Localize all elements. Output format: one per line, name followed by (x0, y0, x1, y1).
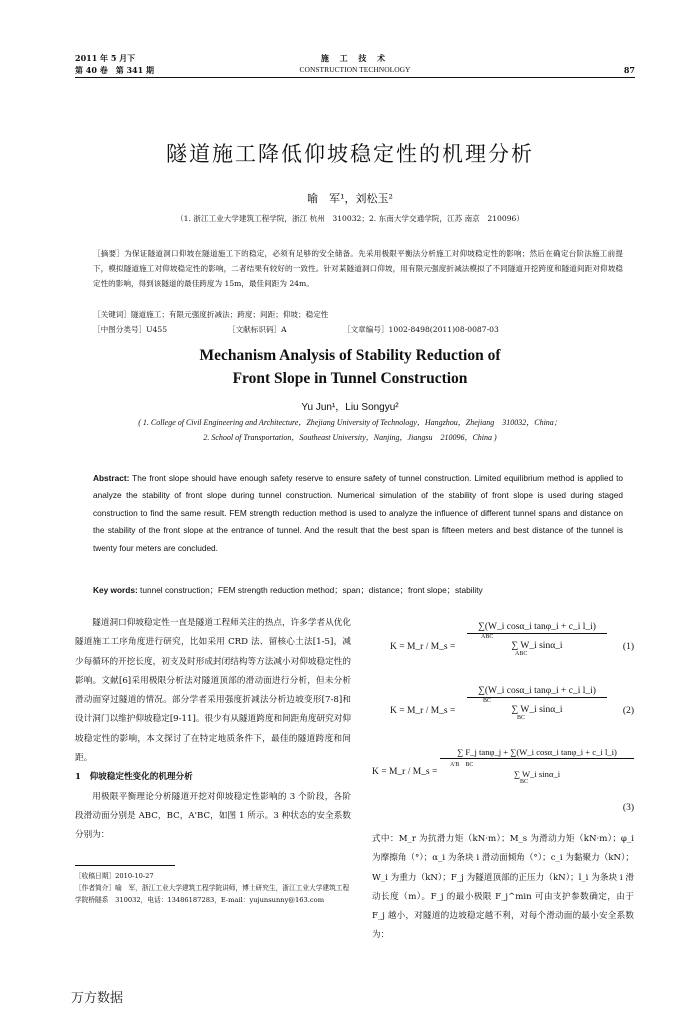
equation-denominator: ∑ W_i sinα_i (511, 705, 563, 715)
affiliation-en-line: 2. School of Transportation，Southeast University，Nanjing，Jiangsu 210096，China ) (203, 433, 497, 442)
paper-title-cn: 隧道施工降低仰坡稳定性的机理分析 (166, 142, 534, 166)
keywords-en-label: Key words: (93, 585, 138, 595)
equation-number: (1) (622, 642, 634, 652)
method-paragraph: 用极限平衡理论分析隧道开挖对仰坡稳定性影响的 3 个阶段，各阶段滑动面分别是 ABC，BC，A'BC，如图 1 所示。3 种状态的安全系数分别为： (75, 791, 351, 841)
body-left-column (75, 614, 351, 846)
received-date: ［收稿日期］2010-10-27 (75, 872, 154, 880)
affiliations-cn: （1. 浙江工业大学建筑工程学院，浙江 杭州 310032；2. 东南大学交通学院，江苏 南京 210096） (176, 214, 524, 223)
wanfang-watermark: 万方数据 (71, 991, 124, 1006)
header-journal-en: CONSTRUCTION TECHNOLOGY (299, 65, 411, 74)
article-number: ［文章编号］1002-8498(2011)08-0087-03 (343, 325, 499, 334)
header-page-number: 87 (623, 65, 635, 75)
header-volume: 第 40 卷 第 341 期 (75, 65, 154, 75)
abstract-en-text: The front slope should have enough safety reserve to ensure safety of tunnel construction. Limited equilibrium method is applied to analyze the stability of front slope during tunnel construction. Numerical simulation of the stability of front slope is used during staged construction to find the same result. FEM strength reduction method is used to analyze the influence of different tunnel spans and distance on the stability of the front slope at the entrance of tunnel. And the result that the best span is fifteen meters and best distance of the tunnel is twenty four meters are concluded. (93, 473, 624, 553)
author-bio: ［作者简介］喻 军，浙江工业大学建筑工程学院讲师，博士研究生，浙江工业大学建筑工程学院桥隧系 310032，电话：13486187283，E-mail：yujunsunny@163.com (75, 884, 350, 904)
equation-lhs: K = M_r / M_s = (372, 767, 438, 777)
header-date: 2011 年 5 月下 (75, 53, 136, 63)
abstract-en-label: Abstract: (93, 473, 130, 483)
clc-number: ［中图分类号］U455 (93, 325, 168, 334)
equation-numerator: ∑ F_j tanφ_j + ∑(W_i cosα_i tanφ_i + c_i l_i) (440, 747, 634, 759)
intro-paragraph: 隧道洞口仰坡稳定性一直是隧道工程师关注的热点，许多学者从优化隧道施工工序角度进行研究，比如采用 CRD 法、留核心土法[1-5]，减少每循环的开挖长度，初支及时形成封闭结构等方法减小对仰坡稳定性的影响。文献[6]采用极限分析法对隧道顶部的滑动面进行分析，但未分析滑动面穿过隧道的情况。部分学者采用强度折减法分析边坡变形[7-8]和设计洞门以维护仰坡稳定[9-11]。很少有从隧道跨度和间距角度研究对仰坡稳定性的影响，本文探讨了在特定地质条件下，最佳的隧道跨度和间距。 (75, 618, 351, 764)
equation-fraction (440, 747, 634, 785)
numerator-subscript: BC (483, 698, 492, 704)
equation-numerator: ∑(W_i cosα_i tanφ_i + c_i l_i) (467, 622, 607, 634)
numerator-subscript: ABC (481, 634, 494, 640)
equation-fraction (467, 622, 607, 657)
equation-number: (2) (622, 706, 634, 716)
section-heading-1: 1 仰坡稳定性变化的机理分析 (75, 772, 193, 783)
equation-numerator: ∑(W_i cosα_i tanφ_i + c_i l_i) (467, 686, 607, 698)
abstract-cn: ［摘要］为保证隧道洞口仰坡在隧道施工下的稳定，必须有足够的安全储备。先采用极限平衡法分析施工对仰坡稳定性的影响；然后在确定台阶法施工前提下，模拟隧道施工对仰坡稳定性的影响，二者结果有较好的一致性。针对某隧道洞口仰坡，用有限元强度折减法模拟了不同隧道开挖跨度和隧道间距对仰坡稳定性的影响，得到该隧道的最佳跨度为 15m，最佳间距为 24m。 (93, 249, 623, 288)
affiliations-en (0, 415, 700, 445)
keywords-cn: ［关键词］隧道施工；有限元强度折减法；跨度；间距；仰坡；稳定性 (93, 310, 329, 319)
equation-denominator: ∑ W_i sinα_i (513, 769, 561, 779)
affiliation-en-line: ( 1. College of Civil Engineering and Architecture，Zhejiang University of Technology，Hangzhou，Zhejiang 310032，China； (138, 418, 562, 427)
header-journal-cn: 施 工 技 术 (320, 53, 390, 63)
paper-title-en (0, 344, 700, 390)
denominator-subscript: BC (517, 715, 526, 721)
variable-definitions: 式中：M_r 为抗滑力矩（kN·m）；M_s 为滑动力矩（kN·m）；φ_i 为摩擦角（°）；α_i 为条块 i 滑动面倾角（°）；c_i 为黏聚力（kN）；W_i 为重力（kN）；F_j 为隧道顶部的正压力（kN）；l_i 为条块 i 滑动长度（m）。F_j 的最小极限 F_j^min 可由支护参数确定，由于 F_j 越小，对隧道的边坡稳定越不利，对每个滑动面的最小安全系数为： (372, 834, 634, 941)
footnote-rule (75, 865, 175, 866)
equation-fraction (467, 686, 607, 721)
keywords-en-text: tunnel construction；FEM strength reduction method；span；distance；front slope；stability (140, 585, 483, 595)
equation-lhs: K = M_r / M_s = (390, 642, 456, 652)
equation-lhs: K = M_r / M_s = (390, 706, 456, 716)
paper-title-en-text: Mechanism Analysis of Stability Reduction of Front Slope in Tunnel Construction (199, 347, 501, 387)
authors-cn: 喻 军¹，刘松玉² (307, 192, 393, 205)
equation-number: (3) (622, 803, 634, 813)
equation-denominator: ∑ W_i sinα_i (511, 641, 563, 651)
document-code: ［文献标识码］A (228, 325, 287, 334)
numerator-subscript: A'B BC (450, 762, 474, 768)
denominator-subscript: ABC (515, 651, 528, 657)
keywords-en (93, 583, 623, 598)
footnote (75, 870, 355, 906)
abstract-en (93, 470, 623, 557)
denominator-subscript: BC (520, 779, 529, 785)
header-rule (75, 77, 635, 78)
authors-en: Yu Jun¹，Liu Songyu² (301, 402, 399, 413)
